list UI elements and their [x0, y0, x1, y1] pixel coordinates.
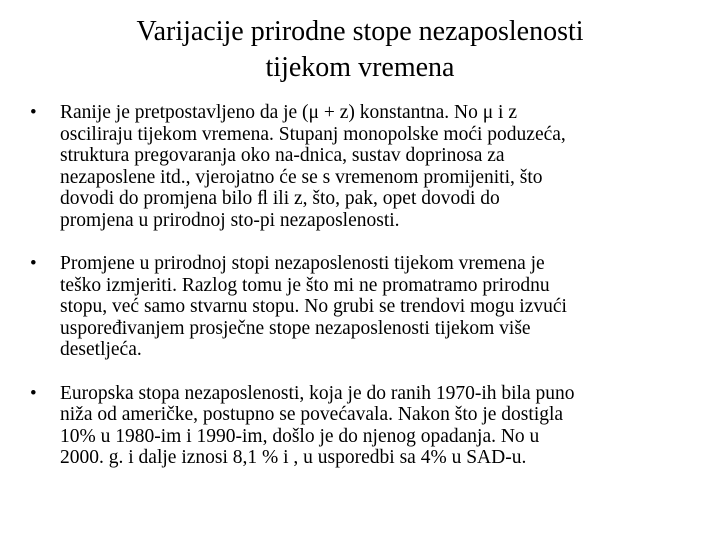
bullet-list — [30, 102, 702, 491]
bullet-dot-icon: • — [30, 253, 37, 274]
bullet-dot-icon: • — [30, 382, 37, 404]
title-line-2: tijekom vremena — [265, 52, 455, 83]
bullet-1-line-3: struktura pregovaranja oko na-dnica, sustav doprinosa za — [60, 145, 505, 166]
bullet-dot-icon: • — [30, 102, 37, 123]
bullet-1-line-4: nezaposlene itd., vjerojatno će se s vremenom promijeniti, što — [60, 166, 543, 188]
bullet-3-line-3: 10% u 1980-im i 1990-im, došlo je do njenog opadanja. No u — [60, 425, 540, 447]
bullet-1-line-2: osciliraju tijekom vremena. Stupanj monopolske moći poduzeća, — [60, 123, 566, 145]
slide-title — [60, 14, 660, 86]
bullet-2-line-2: teško izmjeriti. Razlog tomu je što mi ne promatramo prirodnu — [60, 274, 550, 296]
bullet-1-line-5: dovodi do promjena bilo ﬂ ili z, što, pak, opet dovodi do — [60, 188, 500, 209]
bullet-item-2 — [30, 253, 702, 361]
bullet-2-line-1: Promjene u prirodnoj stopi nezaposlenosti tijekom vremena je — [60, 253, 545, 274]
bullet-3-line-2: niža od američke, postupno se povećavala. Nakon što je dostigla — [60, 404, 564, 425]
bullet-1-line-1: Ranije je pretpostavljeno da je (μ + z) konstantna. No μ i z — [60, 102, 517, 123]
bullet-item-1 — [30, 102, 702, 231]
bullet-3-line-1: Europska stopa nezaposlenosti, koja je do ranih 1970-ih bila puno — [60, 382, 575, 404]
bullet-2-line-4: uspoređivanjem prosječne stope nezaposlenosti tijekom više — [60, 317, 531, 339]
title-line-1: Varijacije prirodne stope nezaposlenosti — [136, 16, 584, 47]
bullet-3-line-4: 2000. g. i dalje iznosi 8,1 % i , u usporedbi sa 4% u SAD-u. — [60, 447, 527, 468]
bullet-1-line-6: promjena u prirodnoj sto-pi nezaposlenosti. — [60, 209, 400, 231]
bullet-item-3 — [30, 383, 702, 469]
bullet-2-line-3: stopu, već samo stvarnu stopu. No grubi se trendovi mogu izvući — [60, 296, 567, 317]
bullet-2-line-5: desetljeća. — [60, 339, 142, 360]
